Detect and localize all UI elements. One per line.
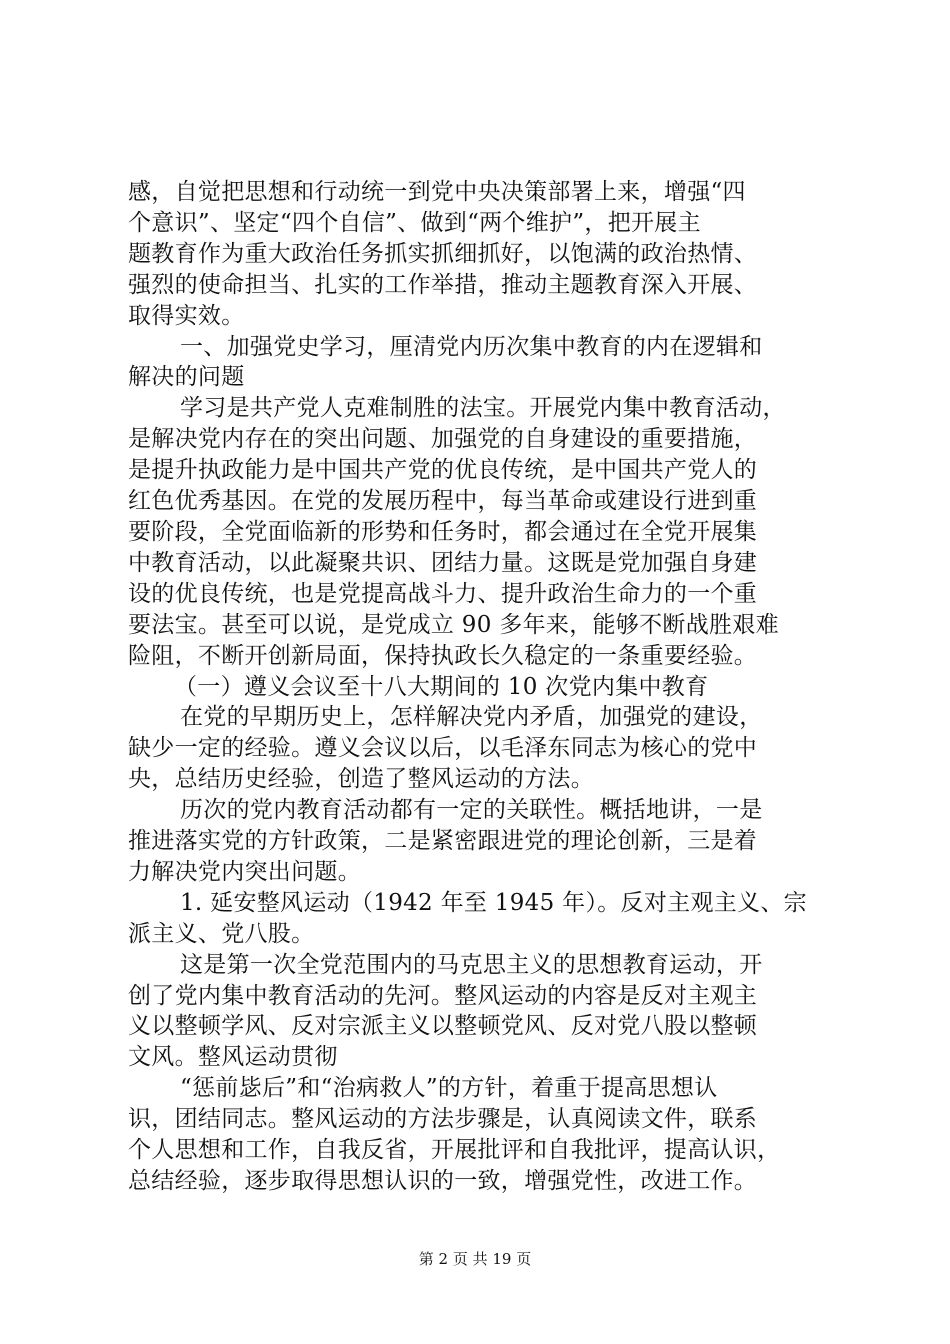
body-text-line: 要阶段，全党面临新的形势和任务时，都会通过在全党开展集 [128, 519, 758, 545]
body-text-line: 总结经验，逐步取得思想认识的一致，增强党性，改进工作。 [128, 1168, 758, 1194]
body-text-line: 缺少一定的经验。遵义会议以后，以毛泽东同志为核心的党中 [128, 735, 758, 761]
numbered-item-heading-continued: 派主义、党八股。 [128, 921, 315, 947]
body-text-line: 个意识”、坚定“四个自信”、做到“两个维护”，把开展主 [128, 210, 701, 236]
body-text-line: 历次的党内教育活动都有一定的关联性。概括地讲，一是 [180, 797, 763, 823]
body-text-line: 题教育作为重大政治任务抓实抓细抓好，以饱满的政治热情、 [128, 241, 758, 267]
body-text-line: 创了党内集中教育活动的先河。整风运动的内容是反对主观主 [128, 983, 758, 1009]
body-text-line: 要法宝。甚至可以说，是党成立 90 多年来，能够不断战胜艰难 [128, 612, 779, 638]
body-text-line: 是提升执政能力是中国共产党的优良传统，是中国共产党人的 [128, 457, 758, 483]
section-heading-continued: 解决的问题 [128, 364, 245, 390]
body-text-line: 中教育活动，以此凝聚共识、团结力量。这既是党加强自身建 [128, 550, 758, 576]
body-text-line: 个人思想和工作，自我反省，开展批评和自我批评，提高认识， [128, 1137, 781, 1163]
body-text-line: 义以整顿学风、反对宗派主义以整顿党风、反对党八股以整顿 [128, 1013, 758, 1039]
body-text-line: 强烈的使命担当、扎实的工作举措，推动主题教育深入开展、 [128, 272, 758, 298]
body-text-line: 设的优良传统，也是党提高战斗力、提升政治生命力的一个重 [128, 581, 758, 607]
body-text-line: 是解决党内存在的突出问题、加强党的自身建设的重要措施， [128, 426, 758, 452]
body-text-line: 险阻，不断开创新局面，保持执政长久稳定的一条重要经验。 [128, 643, 758, 669]
body-text-line: 文风。整风运动贯彻 [128, 1044, 338, 1070]
section-heading: 一、加强党史学习，厘清党内历次集中教育的内在逻辑和 [180, 334, 763, 360]
body-text-line: 学习是共产党人克难制胜的法宝。开展党内集中教育活动， [180, 395, 786, 421]
subsection-heading: （一）遵义会议至十八大期间的 10 次党内集中教育 [174, 674, 709, 700]
body-text-line: 取得实效。 [128, 303, 245, 329]
body-text-line: 在党的早期历史上，怎样解决党内矛盾，加强党的建设， [180, 704, 763, 730]
page-number-footer: 第 2 页 共 19 页 [418, 1250, 532, 1268]
body-text-line: 红色优秀基因。在党的发展历程中，每当革命或建设行进到重 [128, 488, 758, 514]
numbered-item-heading: 1. 延安整风运动（1942 年至 1945 年）。反对主观主义、宗 [180, 890, 807, 916]
body-text-line: 力解决党内突出问题。 [128, 859, 361, 885]
body-text-line: 识，团结同志。整风运动的方法步骤是，认真阅读文件，联系 [128, 1106, 758, 1132]
body-text-line: “惩前毖后”和“治病救人”的方针，着重于提高思想认 [180, 1075, 718, 1101]
body-text-line: 感，自觉把思想和行动统一到党中央决策部署上来，增强“四 [128, 179, 746, 205]
body-text-line: 这是第一次全党范围内的马克思主义的思想教育运动，开 [180, 952, 763, 978]
body-text-line: 央，总结历史经验，创造了整风运动的方法。 [128, 766, 594, 792]
body-text-line: 推进落实党的方针政策，二是紧密跟进党的理论创新，三是着 [128, 828, 758, 854]
